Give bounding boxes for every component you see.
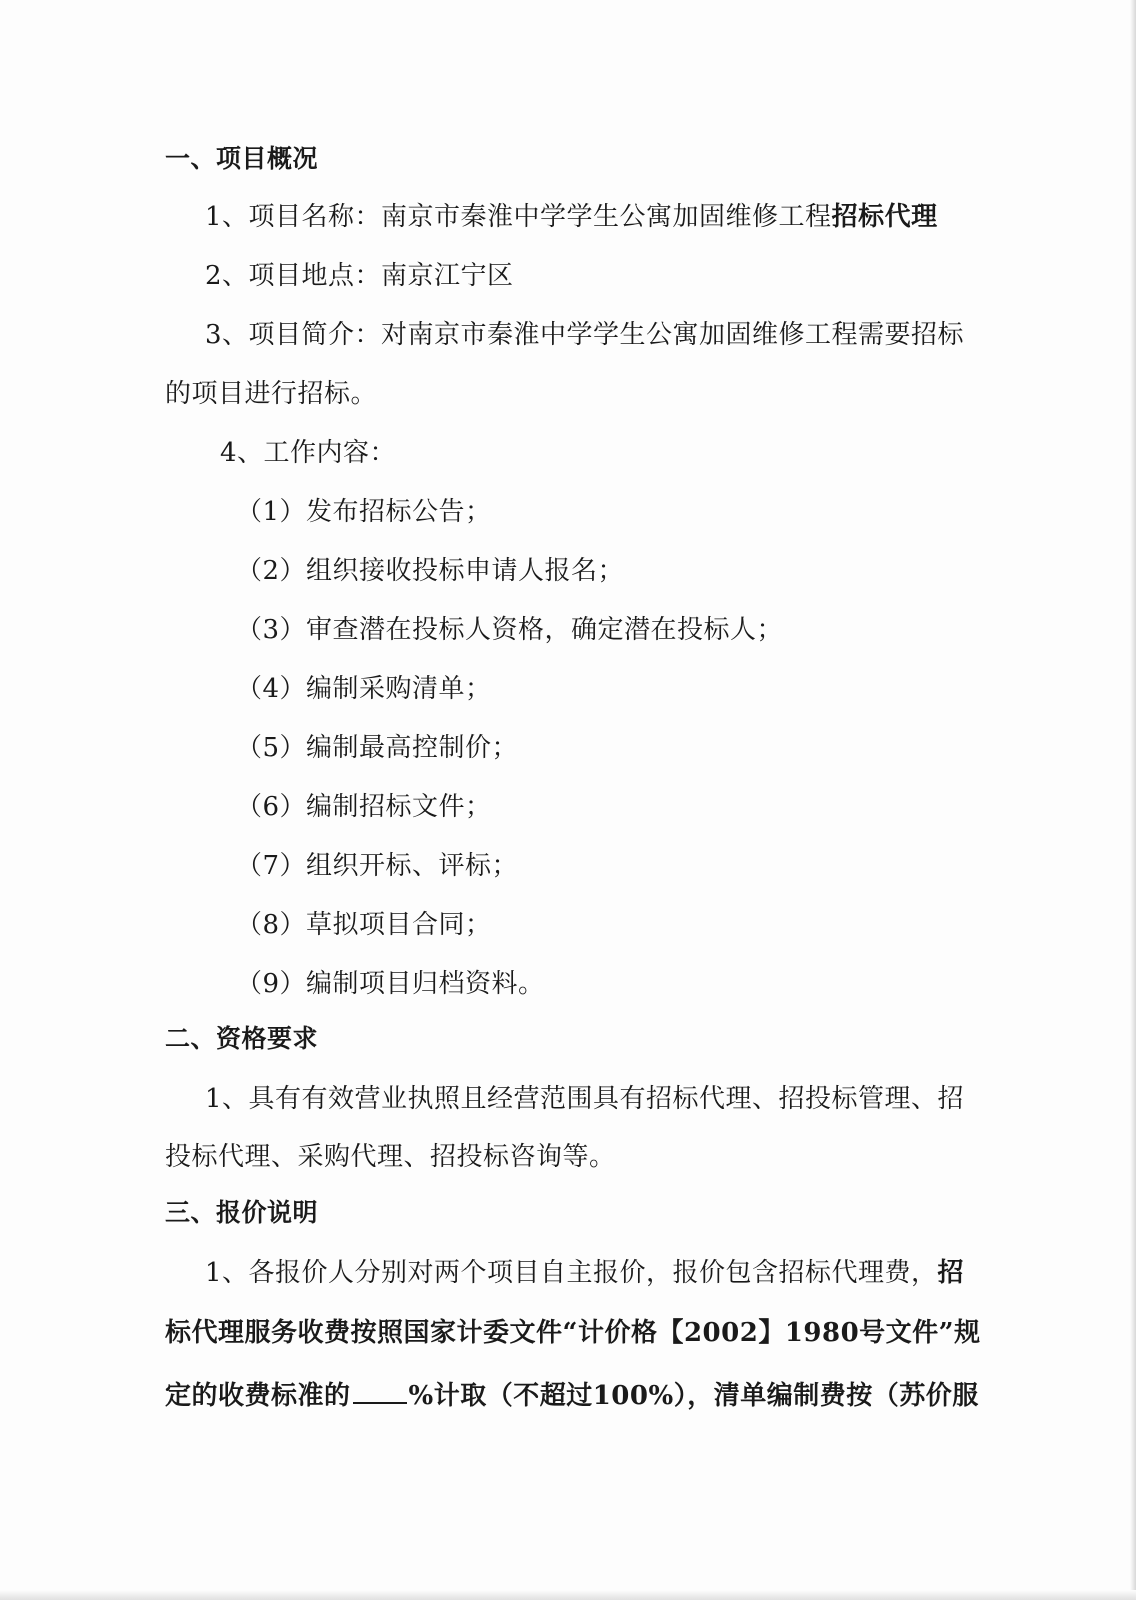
project-name-value: 南京市秦淮中学学生公寓加固维修工程 [381, 202, 832, 232]
qualification-line2: 投标代理、采购代理、招投标咨询等。 [165, 1142, 616, 1172]
project-summary-line1: 3、项目简介：对南京市秦淮中学学生公寓加固维修工程需要招标 [205, 320, 965, 350]
section1-heading: 一、项目概况 [165, 144, 319, 173]
scan-edge-shadow [1130, 0, 1136, 1600]
work-content-label: 4、工作内容： [220, 438, 397, 468]
quote-line1-bold: 招 [937, 1258, 965, 1288]
task-item-8: （8）草拟项目合同； [236, 910, 492, 940]
project-name-line [205, 200, 938, 234]
quote-line3 [165, 1376, 979, 1413]
percentage-blank [353, 1376, 407, 1404]
task-item-6: （6）编制招标文件； [236, 792, 492, 822]
quote-line1-text: 1、各报价人分别对两个项目自主报价，报价包含招标代理费， [205, 1258, 938, 1288]
task-item-5: （5）编制最高控制价； [236, 733, 519, 763]
section3-heading: 三、报价说明 [165, 1198, 319, 1227]
qualification-line1: 1、具有有效营业执照且经营范围具有招标代理、招投标管理、招 [205, 1084, 965, 1114]
task-item-3: （3）审查潜在投标人资格，确定潜在投标人； [236, 615, 784, 645]
task-item-4: （4）编制采购清单； [236, 674, 492, 704]
task-item-2: （2）组织接收投标申请人报名； [236, 556, 625, 586]
task-item-9: （9）编制项目归档资料。 [236, 969, 545, 999]
task-item-1: （1）发布招标公告； [236, 497, 492, 527]
task-item-7: （7）组织开标、评标； [236, 851, 519, 881]
quote-line3-before: 定的收费标准的 [165, 1381, 351, 1411]
project-location-line: 2、项目地点：南京江宁区 [205, 261, 514, 291]
project-name-bold: 招标代理 [831, 202, 938, 232]
scan-bottom-shadow [0, 1590, 1136, 1600]
quote-line1 [205, 1256, 964, 1290]
quote-line3-after: %计取（不超过100%），清单编制费按（苏价服 [408, 1381, 979, 1411]
section2-heading: 二、资格要求 [165, 1024, 319, 1053]
quote-line2: 标代理服务收费按照国家计委文件“计价格【2002】1980号文件”规 [165, 1318, 981, 1348]
project-name-label: 1、项目名称： [205, 202, 382, 232]
project-summary-line2: 的项目进行招标。 [165, 379, 378, 409]
